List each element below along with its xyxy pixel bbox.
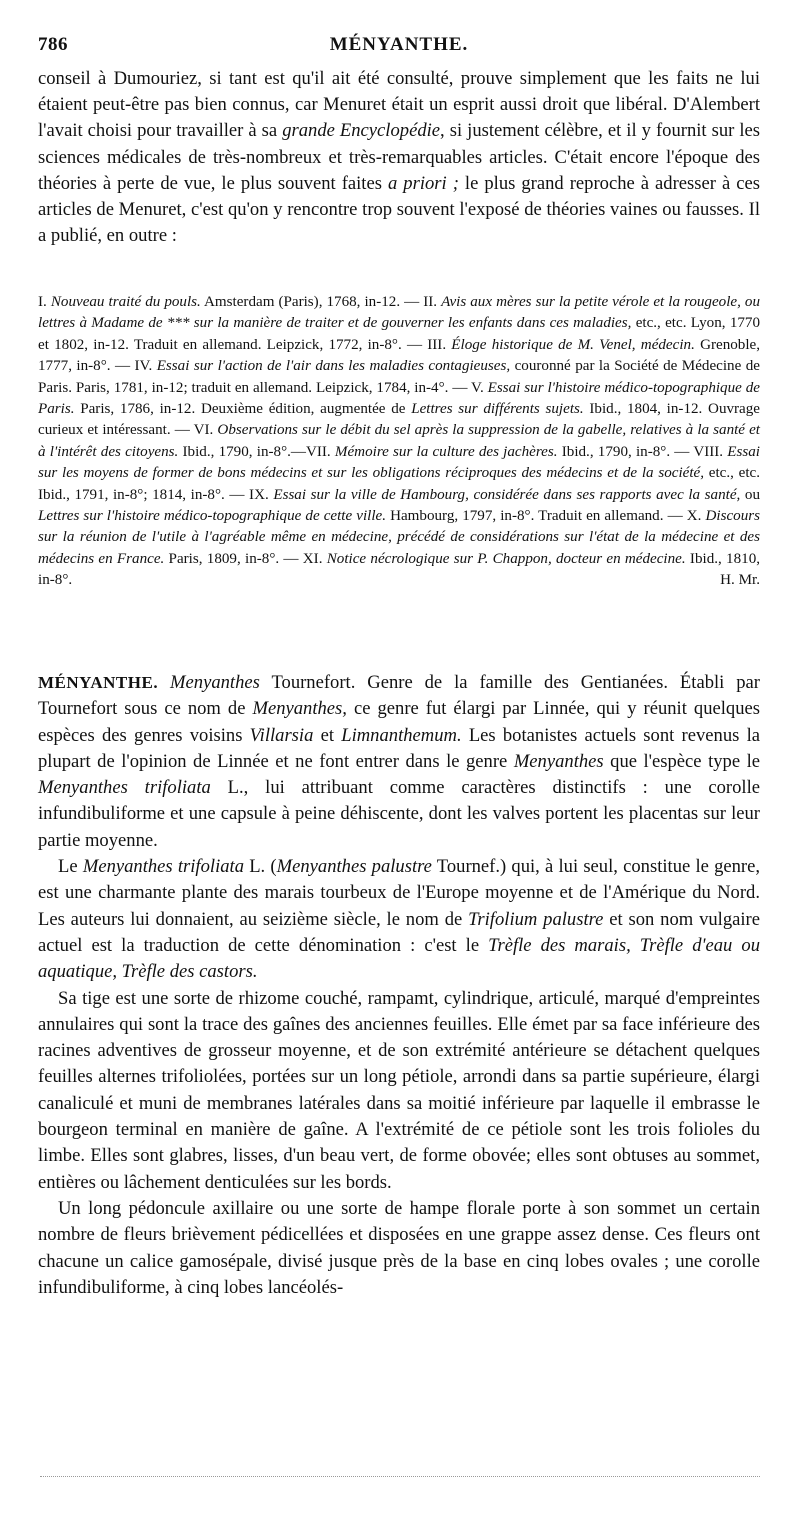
bibliography-title: Mémoire sur la culture des jachères. bbox=[334, 443, 558, 460]
text-run: Les botanistes actuels sont revenus la plupart de l'opinion de Linnée et ne font entrer dans le genre bbox=[38, 724, 760, 772]
text-run: le plus grand reproche à adresser à ces articles de Menuret, c'est qu'on y rencontre trop souvent l'exposé de théories vaines ou fausses. Il a publié, en outre : bbox=[38, 172, 760, 247]
bibliography-text: Grenoble, 1777, in-8°. — IV. bbox=[38, 336, 760, 375]
bibliography-text: Amsterdam (Paris), 1768, in-12. — II. bbox=[200, 294, 442, 310]
bibliography-text: Ibid., 1810, in-8°. bbox=[38, 550, 761, 589]
bibliography-title: Essai sur l'action de l'air dans les maladies contagieuses, bbox=[156, 358, 511, 375]
bibliography-text: etc., etc. Ibid., 1791, in-8°; 1814, in-8°. — IX. bbox=[38, 465, 760, 503]
bibliography-text: Paris, 1786, in-12. Deuxième édition, augmentée de bbox=[74, 401, 412, 418]
bibliography-text: Ibid., 1790, in-8°.—VII. bbox=[178, 443, 335, 460]
menuret-paragraph bbox=[38, 66, 760, 249]
bibliography-title: Essai sur l'histoire médico-topographique de Paris. bbox=[38, 379, 760, 418]
bibliography-text: etc., etc. Lyon, 1770 et 1802, in-12. Traduit en allemand. Leipzick, 1772, in-8°. — III. bbox=[38, 315, 761, 353]
text-run: Le bbox=[58, 856, 83, 878]
bibliography-title: Notice nécrologique sur P. Chappon, docteur en médecine. bbox=[326, 550, 686, 567]
bibliography-title: Lettres sur différents sujets. bbox=[411, 401, 584, 418]
bibliography-text: couronné par la Société de Médecine de Paris. Paris, 1781, in-12; traduit en allemand. Leipzick, 1784, in-4°. — V. bbox=[38, 358, 760, 396]
text-run: Tournef.) qui, à lui seul, constitue le genre, est une charmante plante des marais tourbeux de l'Europe moyenne et de l'Amérique du Nord. Les auteurs lui donnaient, au seizième siècle, le nom de bbox=[38, 856, 761, 930]
bibliography-text: Paris, 1809, in-8°. — XI. bbox=[164, 550, 327, 567]
bibliography-list bbox=[38, 292, 760, 592]
article-paragraph bbox=[38, 1196, 760, 1301]
page-header bbox=[36, 30, 762, 60]
text-run: L. ( bbox=[244, 856, 277, 878]
italic-run: Menyanthes palustre bbox=[276, 856, 432, 878]
text-run bbox=[158, 672, 170, 693]
italic-run: Menyanthes bbox=[170, 672, 260, 693]
bibliography-title: Discours sur la réunion de l'utile à l'agréable même en médecine, précédé de considérations sur l'état de la médecine et des médecins en France. bbox=[38, 508, 760, 567]
italic-run: Menyanthes bbox=[513, 750, 604, 772]
italic-run: Trifolium palustre bbox=[468, 908, 604, 930]
footer-rule bbox=[40, 1476, 760, 1483]
text-run: conseil à Dumouriez, si tant est qu'il ait été consulté, prouve simplement que les faits ne lui étaient peut-être pas bien connus, car Menuret était un esprit aussi droit que libéral. D'Alembert l'avait choisi pour travailler à sa bbox=[38, 68, 760, 142]
article-paragraph bbox=[38, 854, 760, 985]
text-run: L., lui attribuant comme caractères distinctifs : une corolle infundibuliforme et une capsule à peine déhiscente, dont les valves portent les placentas sur leur partie moyenne. bbox=[38, 777, 760, 851]
bibliography-text: Ibid., 1790, in-8°. — VIII. bbox=[557, 443, 728, 460]
italic-run: Menyanthes, bbox=[252, 698, 347, 720]
text-run: et bbox=[313, 724, 342, 746]
bibliography-title: Essai sur les moyens de former de bons médecins et sur les obligations réciproques des médecins et de la société, bbox=[38, 443, 760, 482]
article-headword: MÉNYANTHE. bbox=[38, 673, 159, 692]
italic-run: a priori ; bbox=[387, 172, 459, 194]
bibliography-text: I. bbox=[38, 294, 51, 310]
bibliography-title: Avis aux mères sur la petite vérole et la rougeole, ou lettres à Madame de *** sur la manière de traiter et de gouverner les enfants dans ces maladies, bbox=[38, 294, 761, 332]
bibliography-text: Hambourg, 1797, in-8°. Traduit en allemand. — X. bbox=[386, 508, 706, 525]
bibliography-title: Essai sur la ville de Hambourg, considérée dans ses rapports avec la santé, bbox=[273, 486, 741, 503]
page-number: 786 bbox=[38, 34, 68, 55]
italic-run: Limnanthemum. bbox=[341, 724, 462, 746]
text-run: et son nom vulgaire actuel est la traduction de cette dénomination : c'est le bbox=[38, 908, 760, 956]
text-run: que l'espèce type le bbox=[603, 750, 760, 772]
bibliography-text: ou bbox=[740, 486, 760, 503]
text-run: Un long pédoncule axillaire ou une sorte de hampe florale porte à son sommet un certain nombre de fleurs brièvement pédicellées et disposées en une grappe assez dense. Ces fleurs ont chacune un calice gamosépale, divisé jusque près de la base en cinq lobes ovales ; une corolle infundibuliforme, à cinq lobes lancéolés- bbox=[38, 1197, 760, 1298]
text-run: ce genre fut élargi par Linnée, qui y réunit quelques espèces des genres voisins bbox=[38, 698, 760, 746]
bibliography-title: Nouveau traité du pouls. bbox=[50, 294, 201, 310]
text-run: Tournefort. Genre de la famille des Gentianées. Établi par Tournefort sous ce nom de bbox=[38, 672, 760, 720]
text-run: , si justement célèbre, et il y fournit sur les sciences médicales de très-nombreux et très-remarquables articles. C'était encore l'époque des théories à perte de vue, le plus souvent faites bbox=[38, 120, 761, 194]
italic-run: Villarsia bbox=[249, 724, 314, 746]
menyanthe-article bbox=[38, 670, 760, 1301]
article-paragraph bbox=[38, 986, 760, 1196]
bibliography-title: Lettres sur l'histoire médico-topographique de cette ville. bbox=[38, 508, 387, 525]
italic-run: Menyanthes trifoliata bbox=[38, 777, 211, 799]
italic-run: grande Encyclopédie bbox=[282, 120, 441, 142]
italic-run: Trèfle des marais, Trèfle d'eau ou aquatique, Trèfle des castors. bbox=[38, 934, 761, 983]
text-run: Sa tige est une sorte de rhizome couché, rampamt, cylindrique, articulé, marqué d'empreintes annulaires qui sont la trace des gaînes des anciennes feuilles. Elle émet par sa face inférieure des racines adventives de grosseur moyenne, et de son extrémité antérieure se détachent quelques feuilles alternes trifoliolées, portées sur un long pétiole, arrondi dans sa partie supérieure, élargi canaliculé et muni de membranes latérales dans sa moitié inférieure par laquelle il embrasse le bourgeon terminal en manière de gaîne. A l'extrémité de ce pétiole sont les trois folioles du limbe. Elles sont glabres, lisses, d'un beau vert, de forme obovée; elles sont obtuses au sommet, entières ou lâchement denticulées sur les bords. bbox=[38, 987, 760, 1193]
bibliography-title: Observations sur le débit du sel après la suppression de la gabelle, relatives à la santé et à l'intérêt des citoyens. bbox=[38, 422, 760, 460]
article-paragraph bbox=[38, 670, 760, 854]
running-head: MÉNYANTHE. bbox=[329, 34, 469, 55]
author-signature: H. Mr. bbox=[720, 572, 760, 589]
italic-run: Menyanthes trifoliata bbox=[82, 856, 244, 878]
bibliography-title: Éloge historique de M. Venel, médecin. bbox=[451, 336, 695, 353]
bibliography-text: Ibid., 1804, in-12. Ouvrage curieux et intéressant. — VI. bbox=[38, 401, 761, 439]
